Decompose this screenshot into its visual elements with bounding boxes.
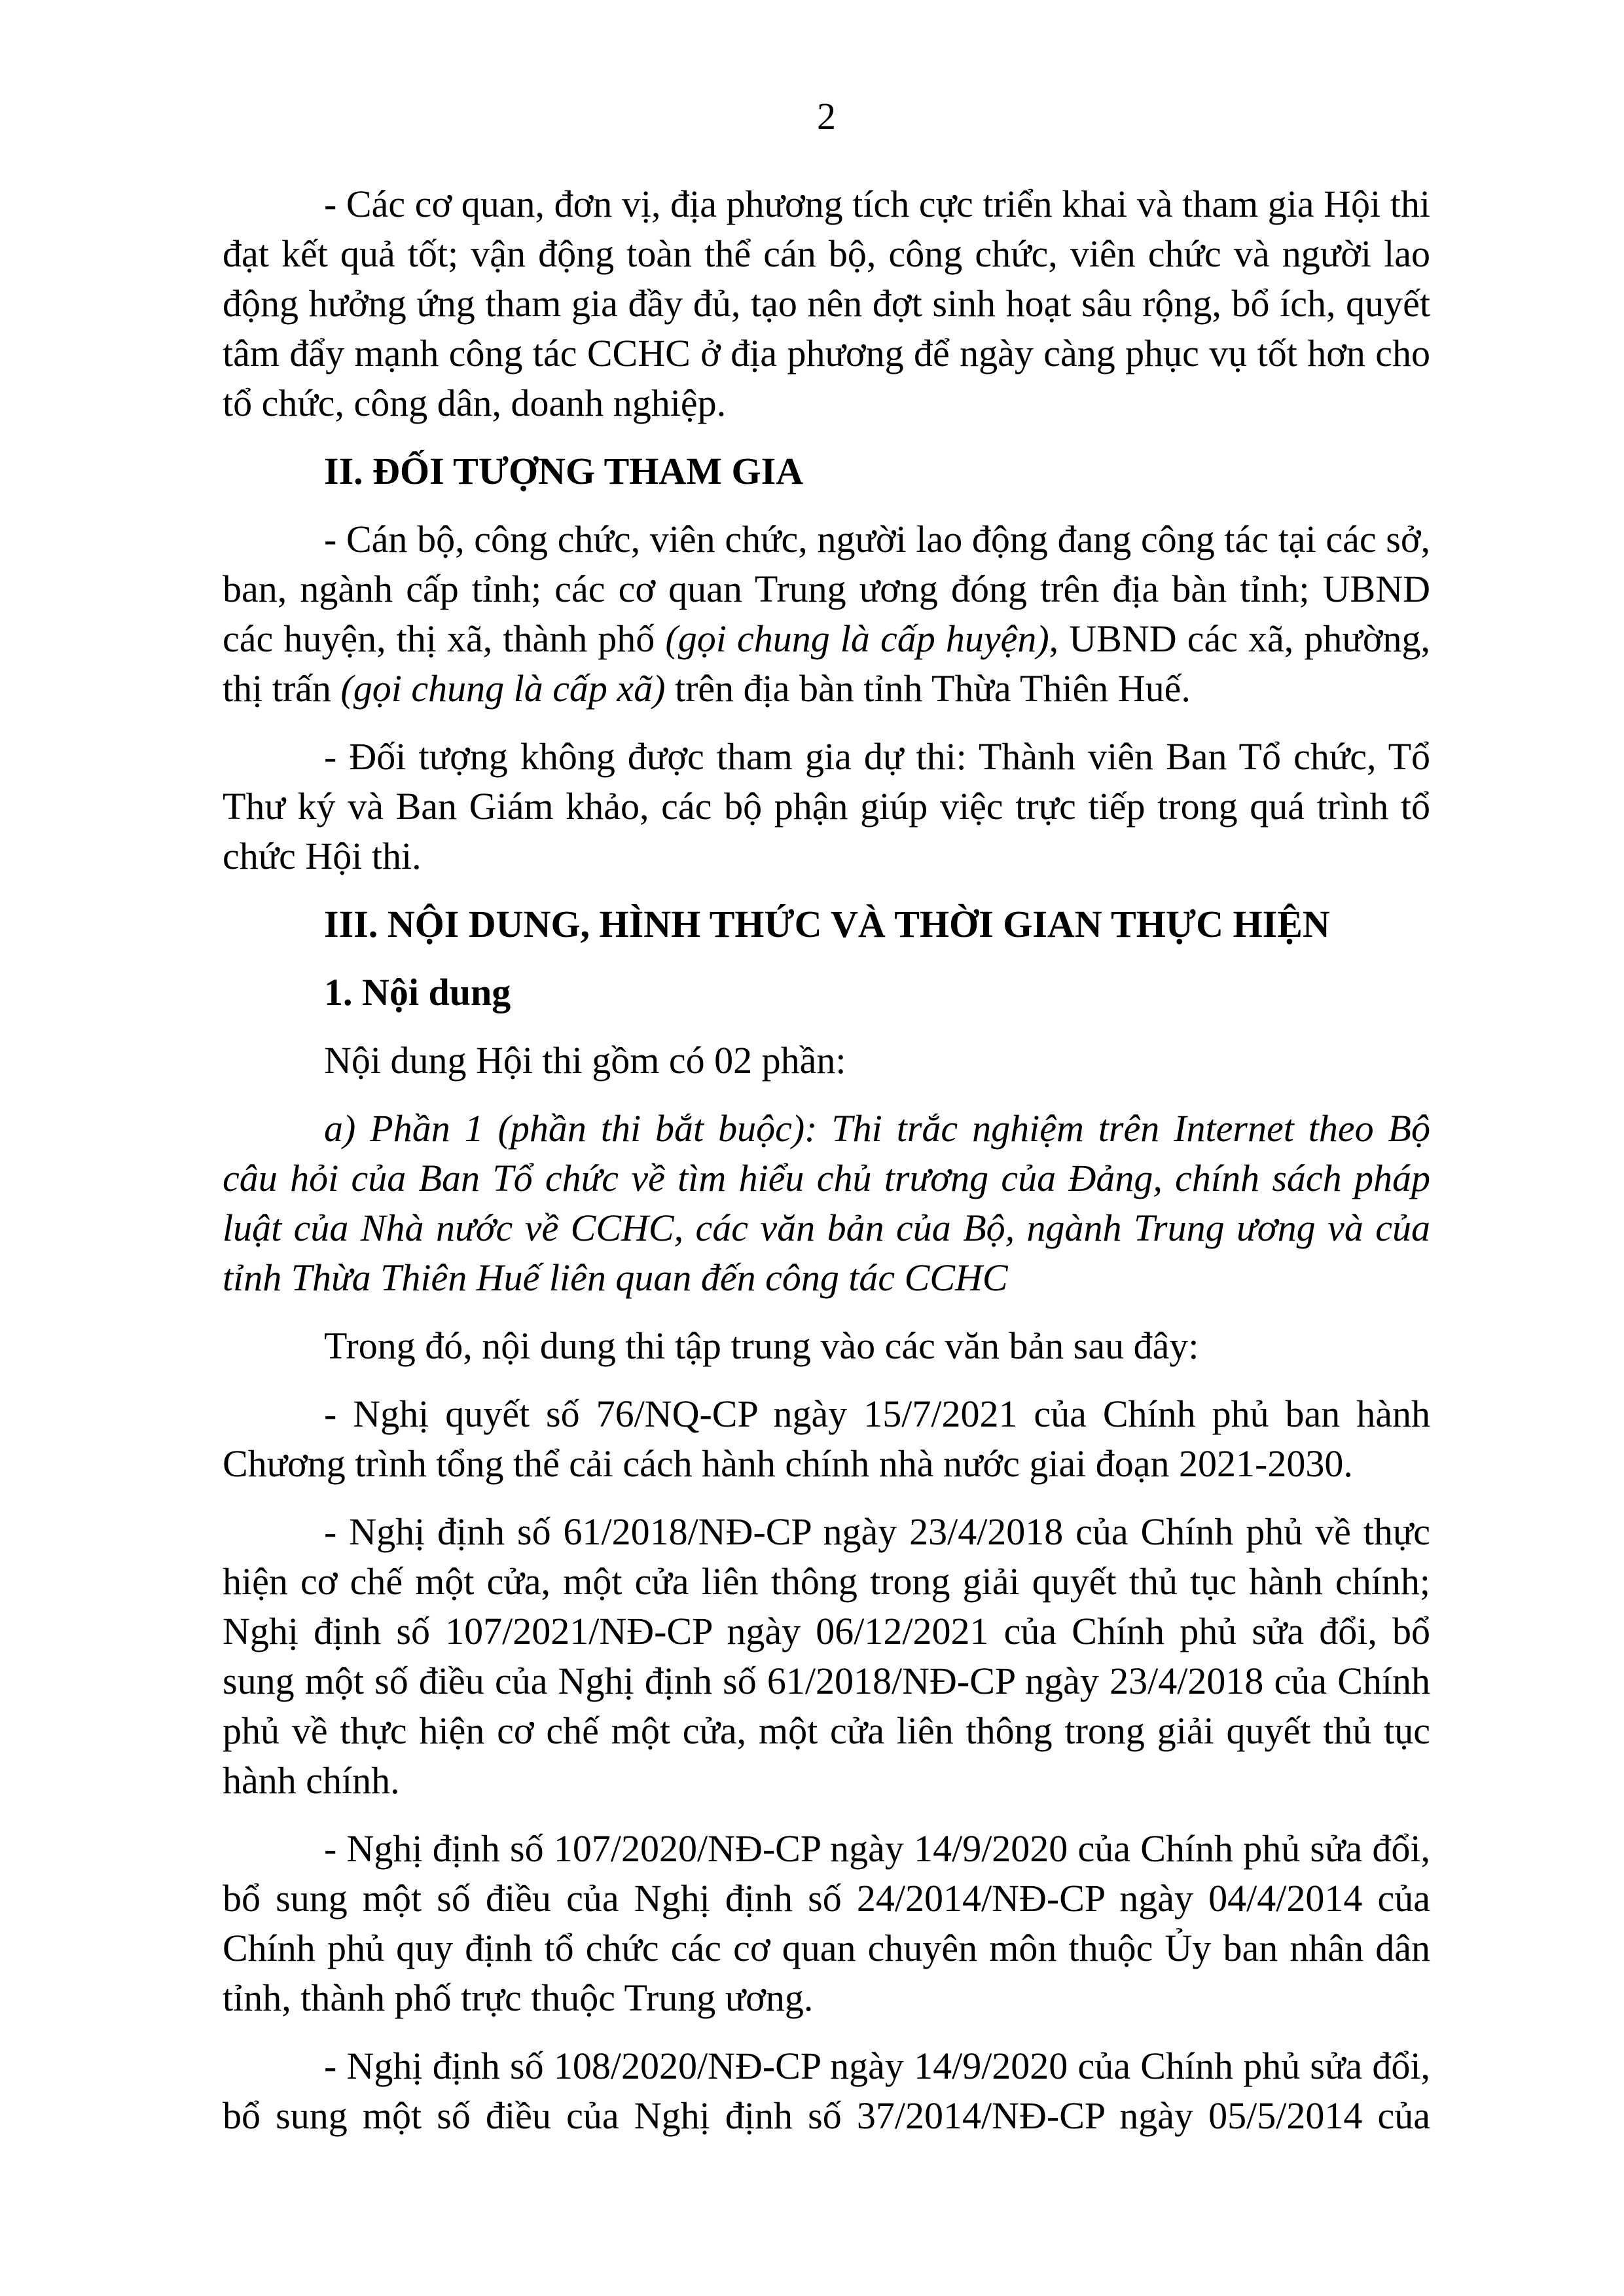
heading-doi-tuong-tham-gia <box>223 446 1430 496</box>
paragraph-nghi-dinh-61-2018-107-2021 <box>223 1507 1430 1806</box>
text-run: - Nghị quyết số 76/NQ-CP ngày 15/7/2021 của Chính phủ ban hành Chương trình tổng thể cải cách hành chính nhà nước giai đoạn 2021-2030. <box>223 1393 1430 1485</box>
page-number: 2 <box>817 95 836 137</box>
text-run: , UBND các xã, phường, thị trấn <box>223 617 1430 710</box>
text-run-italic: (gọi chung là cấp xã) <box>340 667 666 710</box>
text-run: - Các cơ quan, đơn vị, địa phương tích cực triển khai và tham gia Hội thi đạt kết quả tốt; vận động toàn thể cán bộ, công chức, viên chức và người lao động hưởng ứng tham gia đầy đủ, tạo nên đợt sinh hoạt sâu rộng, bổ ích, quyết tâm đẩy mạnh công tác CCHC ở địa phương để ngày càng phục vụ tốt hơn cho tổ chức, công dân, doanh nghiệp. <box>223 183 1430 424</box>
text-run: - Cán bộ, công chức, viên chức, người lao động đang công tác tại các sở, ban, ngành cấp tỉnh; các cơ quan Trung ương đóng trên địa bàn tỉnh; UBND các huyện, thị xã, thành phố <box>223 518 1430 660</box>
paragraph-hoi-thi-participation-goal <box>223 179 1430 428</box>
text-run: trên địa bàn tỉnh Thừa Thiên Huế. <box>665 667 1191 710</box>
text-run: - Nghị định số 108/2020/NĐ-CP ngày 14/9/2020 của Chính phủ sửa đổi, bổ sung một số điều của Nghị định số 37/2014/NĐ-CP ngày 05/5/2014 của <box>223 2045 1430 2137</box>
paragraph-excluded-participants <box>223 732 1430 881</box>
document-body <box>223 179 1430 2141</box>
text-run: - Nghị định số 61/2018/NĐ-CP ngày 23/4/2018 của Chính phủ về thực hiện cơ chế một cửa, một cửa liên thông trong giải quyết thủ tục hành chính; Nghị định số 107/2021/NĐ-CP ngày 06/12/2021 của Chính phủ sửa đổi, bổ sung một số điều của Nghị định số 61/2018/NĐ-CP ngày 23/4/2018 của Chính phủ về thực hiện cơ chế một cửa, một cửa liên thông trong giải quyết thủ tục hành chính. <box>223 1510 1430 1802</box>
paragraph-hoi-thi-parts-intro <box>223 1036 1430 1085</box>
text-run: Trong đó, nội dung thi tập trung vào các văn bản sau đây: <box>324 1324 1199 1367</box>
text-run: 1. Nội dung <box>324 971 511 1013</box>
text-run: - Đối tượng không được tham gia dự thi: Thành viên Ban Tổ chức, Tổ Thư ký và Ban Giám khảo, các bộ phận giúp việc trực tiếp trong quá trình tổ chức Hội thi. <box>223 735 1430 877</box>
text-run: - Nghị định số 107/2020/NĐ-CP ngày 14/9/2020 của Chính phủ sửa đổi, bổ sung một số điều của Nghị định số 24/2014/NĐ-CP ngày 04/4/2014 của Chính phủ quy định tổ chức các cơ quan chuyên môn thuộc Ủy ban nhân dân tỉnh, thành phố trực thuộc Trung ương. <box>223 1827 1430 2019</box>
paragraph-eligible-participants <box>223 515 1430 714</box>
text-run-italic: (gọi chung là cấp huyện) <box>665 617 1049 660</box>
paragraph-nghi-quyet-76 <box>223 1389 1430 1489</box>
paragraph-content-focus-intro <box>223 1321 1430 1371</box>
text-run: II. ĐỐI TƯỢNG THAM GIA <box>324 450 804 492</box>
text-run: Nội dung Hội thi gồm có 02 phần: <box>324 1039 846 1082</box>
text-run-italic: a) Phần 1 (phần thi bắt buộc): Thi trắc nghiệm trên Internet theo Bộ câu hỏi của Ban Tổ chức về tìm hiểu chủ trương của Đảng, chính sách pháp luật của Nhà nước về CCHC, các văn bản của Bộ, ngành Trung ương và của tỉnh Thừa Thiên Huế liên quan đến công tác CCHC <box>223 1107 1430 1299</box>
text-run: III. NỘI DUNG, HÌNH THỨC VÀ THỜI GIAN THỰC HIỆN <box>324 903 1330 945</box>
paragraph-part1-description <box>223 1104 1430 1303</box>
paragraph-nghi-dinh-107-2020 <box>223 1824 1430 2023</box>
heading-noi-dung <box>223 968 1430 1017</box>
heading-noi-dung-hinh-thuc-thoi-gian <box>223 900 1430 949</box>
paragraph-nghi-dinh-108-2020 <box>223 2041 1430 2141</box>
